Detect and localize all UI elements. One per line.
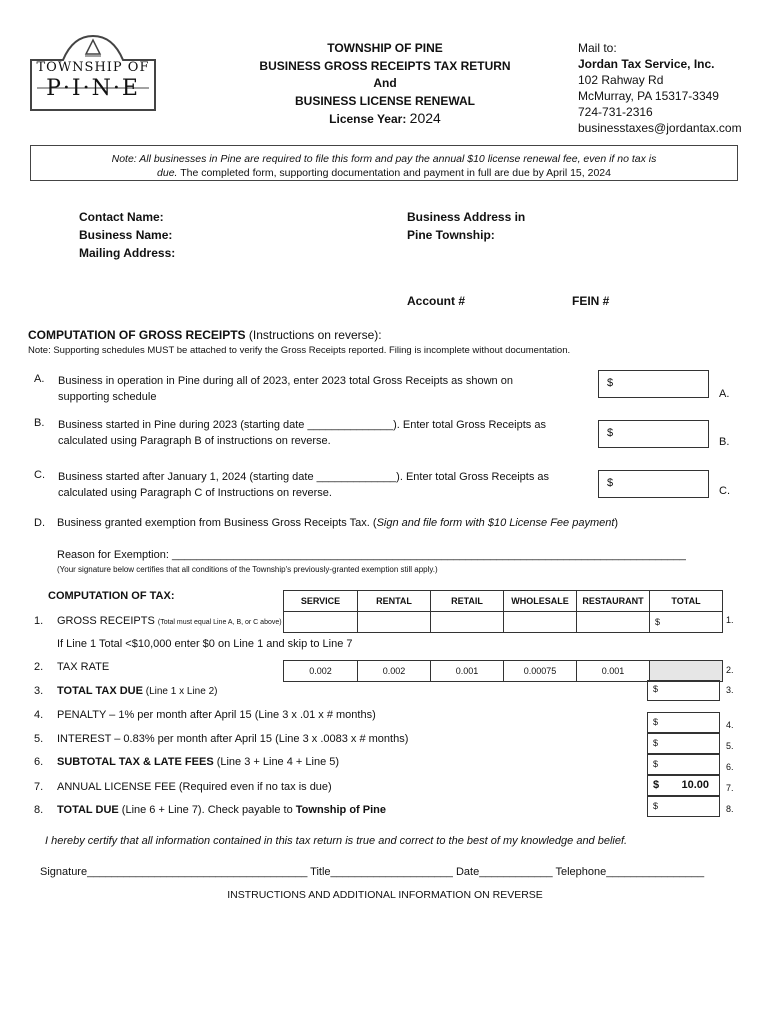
mail-email: businesstaxes@jordantax.com — [578, 121, 742, 135]
header-and: And — [373, 76, 397, 90]
line-b-marker: B. — [719, 436, 730, 448]
dollar-sign: $ — [653, 759, 659, 769]
line1-num: 1. — [34, 615, 44, 627]
gross-wholesale-field[interactable] — [504, 612, 577, 633]
rate-service: 0.002 — [284, 661, 358, 682]
gross-title-suffix: (Instructions on reverse): — [245, 328, 382, 342]
line6-bold: SUBTOTAL TAX & LATE FEES — [57, 756, 214, 768]
line4-marker: 4. — [726, 720, 734, 730]
line-d-letter: D. — [34, 517, 45, 529]
dollar-sign: $ — [653, 779, 660, 791]
line5-marker: 5. — [726, 741, 734, 751]
line8-num: 8. — [34, 804, 44, 816]
form-header — [255, 40, 515, 129]
gross-receipts-title — [28, 328, 382, 342]
line8-rest: (Line 6 + Line 7). Check payable to — [118, 804, 296, 816]
note-line2-italic: due. — [157, 167, 178, 179]
line7-value: 10.00 — [681, 779, 709, 791]
license-year — [255, 110, 515, 129]
line-c-text1: Business started after January 1, 2024 (starting date _____________). Enter total Gross Receipts as — [58, 471, 550, 483]
line6-label — [57, 756, 339, 768]
footer-instructions: INSTRUCTIONS AND ADDITIONAL INFORMATION ON REVERSE — [227, 889, 543, 901]
rate-retail: 0.001 — [431, 661, 504, 682]
contact-labels — [79, 208, 175, 262]
header-license-renewal: BUSINESS LICENSE RENEWAL — [294, 93, 476, 108]
line2-num: 2. — [34, 661, 44, 673]
line3-bold: TOTAL TAX DUE — [57, 685, 143, 697]
line7-total-field[interactable] — [647, 775, 720, 796]
dollar-sign: $ — [653, 738, 659, 748]
business-address-labels — [407, 208, 525, 244]
rate-rental: 0.002 — [358, 661, 431, 682]
header-title: BUSINESS GROSS RECEIPTS TAX RETURN — [259, 58, 511, 73]
line-c-marker: C. — [719, 485, 730, 497]
note-line1: Note: All businesses in Pine are required to file this form and pay the annual $10 license renewal fee, even if no tax is — [111, 153, 657, 165]
dollar-sign: $ — [607, 477, 614, 489]
license-year-label: License Year: — [329, 112, 407, 126]
line6-total-field[interactable] — [647, 754, 720, 775]
line8-total-field[interactable] — [647, 796, 720, 817]
line1-small: (Total must equal Line A, B, or C above) — [157, 619, 282, 626]
mail-street: 102 Rahway Rd — [578, 73, 664, 87]
line7-label: ANNUAL LICENSE FEE (Required even if no tax is due) — [57, 781, 332, 793]
line3-marker: 3. — [726, 685, 734, 695]
township-logo — [27, 30, 159, 114]
tax-rate-table — [283, 660, 723, 682]
line2-label: TAX RATE — [57, 661, 110, 673]
line5-total-field[interactable] — [647, 733, 720, 754]
line4-label: PENALTY – 1% per month after April 15 (Line 3 x .01 x # months) — [57, 709, 376, 721]
gross-service-field[interactable] — [284, 612, 358, 633]
col-rental: RENTAL — [358, 591, 431, 612]
mailing-address-label: Mailing Address: — [79, 246, 176, 260]
line1-note: If Line 1 Total <$10,000 enter $0 on Line 1 and skip to Line 7 — [57, 638, 353, 650]
line3-rest: (Line 1 x Line 2) — [142, 686, 218, 697]
rate-total-shaded — [650, 661, 723, 682]
line5-num: 5. — [34, 733, 44, 745]
col-retail: RETAIL — [431, 591, 504, 612]
line-a-text1: Business in operation in Pine during all of 2023, enter 2023 total Gross Receipts as shown on — [58, 375, 513, 387]
line6-marker: 6. — [726, 762, 734, 772]
gross-retail-field[interactable] — [431, 612, 504, 633]
contact-name-label: Contact Name: — [79, 210, 164, 224]
line4-num: 4. — [34, 709, 44, 721]
logo-top-text: TOWNSHIP OF — [36, 60, 150, 75]
dollar-sign: $ — [607, 427, 614, 439]
pine-township-label: Pine Township: — [407, 228, 495, 242]
dollar-sign: $ — [653, 684, 659, 694]
account-label: Account # — [407, 294, 466, 308]
rate-wholesale: 0.00075 — [504, 661, 577, 682]
line7-marker: 7. — [726, 783, 734, 793]
line3-label — [57, 685, 217, 697]
tax-title: COMPUTATION OF TAX: — [48, 590, 175, 602]
dollar-sign: $ — [607, 377, 614, 389]
exemption-note: (Your signature below certifies that all conditions of the Township's previously-granted exemption still apply.) — [57, 565, 438, 574]
signature-line[interactable]: Signature____________________________________ Title____________________ Date____________ Telephone________________ — [40, 866, 705, 878]
line-c-text — [58, 469, 549, 501]
col-total: TOTAL — [650, 591, 723, 612]
certification-text: I hereby certify that all information contained in this tax return is true and correct to the best of my knowledge and belief. — [45, 835, 628, 847]
line8-bold2: Township of Pine — [295, 804, 386, 816]
business-address-label: Business Address in — [407, 210, 526, 224]
line-d-text — [57, 517, 618, 529]
dollar-sign: $ — [653, 801, 659, 811]
fein-label: FEIN # — [572, 294, 610, 308]
line-a-text — [58, 373, 513, 405]
gross-restaurant-field[interactable] — [577, 612, 650, 633]
col-wholesale: WHOLESALE — [504, 591, 577, 612]
line5-label: INTEREST – 0.83% per month after April 15 (Line 3 x .0083 x # months) — [57, 733, 409, 745]
dollar-sign: $ — [653, 717, 659, 727]
line-c-text2: calculated using Paragraph C of Instructions on reverse. — [58, 487, 332, 499]
mail-to-label: Mail to: — [578, 41, 617, 55]
line7-num: 7. — [34, 781, 44, 793]
line8-marker: 8. — [726, 804, 734, 814]
line-b-text — [58, 417, 546, 449]
line-b-amount-field[interactable] — [598, 420, 709, 448]
gross-rental-field[interactable] — [358, 612, 431, 633]
line3-num: 3. — [34, 685, 44, 697]
exemption-reason: Reason for Exemption: ____________________________________________________________________________________ — [57, 549, 686, 561]
line-a-amount-field[interactable] — [598, 370, 709, 398]
line-b-text2: calculated using Paragraph B of instructions on reverse. — [58, 435, 331, 447]
mail-company: Jordan Tax Service, Inc. — [578, 57, 715, 71]
line1-label-main: GROSS RECEIPTS — [57, 615, 155, 627]
logo-main-text: P·I·N·E — [46, 76, 140, 101]
line2-marker: 2. — [726, 665, 734, 675]
line3-total-field[interactable] — [647, 680, 720, 701]
line-d-text-end: ) — [614, 517, 619, 529]
business-name-label: Business Name: — [79, 228, 173, 242]
col-service: SERVICE — [284, 591, 358, 612]
mail-city: McMurray, PA 15317-3349 — [578, 89, 719, 103]
line1-label — [57, 615, 282, 627]
line4-total-field[interactable] — [647, 712, 720, 733]
line-d-text-main: Business granted exemption from Business Gross Receipts Tax. ( — [57, 517, 377, 529]
mail-to-block — [578, 40, 742, 136]
gross-total-field[interactable] — [650, 612, 723, 633]
rate-restaurant: 0.001 — [577, 661, 650, 682]
dollar-sign: $ — [655, 617, 661, 627]
line-d-text-italic: Sign and file form with $10 License Fee payment — [376, 517, 615, 529]
line-c-amount-field[interactable] — [598, 470, 709, 498]
line1-marker: 1. — [726, 615, 734, 625]
line-a-text2: supporting schedule — [58, 391, 157, 403]
line-b-letter: B. — [34, 417, 45, 429]
line-b-text1: Business started in Pine during 2023 (starting date ______________). Enter total Gross Receipts as — [58, 419, 546, 431]
col-restaurant: RESTAURANT — [577, 591, 650, 612]
header-township: TOWNSHIP OF PINE — [327, 41, 443, 55]
line-a-letter: A. — [34, 373, 45, 385]
note-line2: The completed form, supporting documentation and payment in full are due by April 15, 2024 — [177, 167, 611, 179]
mail-phone: 724-731-2316 — [578, 105, 653, 119]
tax-columns-table — [283, 590, 723, 633]
filing-note — [30, 145, 738, 181]
line-c-letter: C. — [34, 469, 45, 481]
line8-label — [57, 804, 386, 816]
line6-rest: (Line 3 + Line 4 + Line 5) — [213, 756, 340, 768]
line6-num: 6. — [34, 756, 44, 768]
gross-title-bold: COMPUTATION OF GROSS RECEIPTS — [28, 328, 246, 342]
line-a-marker: A. — [719, 388, 730, 400]
license-year-value: 2024 — [409, 110, 441, 126]
line8-bold: TOTAL DUE — [57, 804, 119, 816]
gross-note: Note: Supporting schedules MUST be attached to verify the Gross Receipts reported. Filing is incomplete without documentation. — [28, 345, 571, 356]
